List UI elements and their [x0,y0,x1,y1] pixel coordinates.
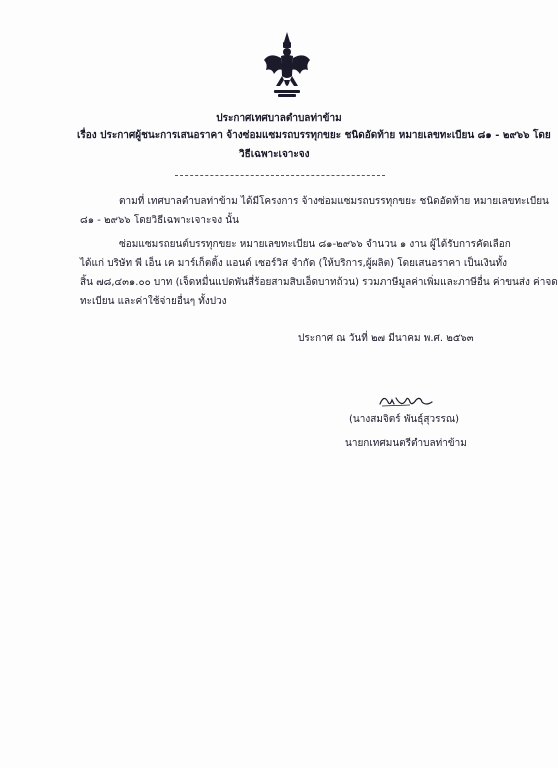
paragraph-2-line-4: ทะเบียน และค่าใช้จ่ายอื่นๆ ทั้งปวง [80,296,227,307]
subject-line-1: เรื่อง ประกาศผู้ชนะการเสนอราคา จ้างซ่อมแซมรถบรรทุกขยะ ชนิดอัดท้าย หมายเลขทะเบียน ๘๑ - ๒๙๖๖ โดย [77,130,551,141]
subject-line-2: วิธีเฉพาะเจาะจง [239,149,310,160]
handwritten-signature-icon [376,390,436,412]
separator-line [175,175,385,176]
paragraph-2-line-2: ได้แก่ บริษัท พี เอ็น เค มาร์เก็ตติ้ง แอนด์ เซอร์วิส จำกัด (ให้บริการ,ผู้ผลิต) โดยเสนอราคา เป็นเงินทั้ง [80,258,508,269]
signatory-position: นายกเทศมนตรีตำบลท่าข้าม [345,438,467,449]
announcement-date: ประกาศ ณ วันที่ ๒๗ มีนาคม พ.ศ. ๒๕๖๓ [298,333,474,344]
garuda-emblem-icon [262,30,312,100]
signatory-name: (นางสมจิตร์ พันธุ์สุวรรณ) [349,414,460,425]
paragraph-2-line-3: สิ้น ๗๘,๔๓๑.๐๐ บาท (เจ็ดหมื่นแปดพันสี่ร้อยสามสิบเอ็ดบาทถ้วน) รวมภาษีมูลค่าเพิ่มและภาษีอื่น ค่าขนส่ง ค่าจด [80,277,558,288]
paragraph-1-line-2: ๘๑ - ๒๙๖๖ โดยวิธีเฉพาะเจาะจง นั้น [80,215,239,226]
paragraph-2-line-1: ซ่อมแซมรถยนต์บรรทุกขยะ หมายเลขทะเบียน ๘๑-๒๙๖๖ จำนวน ๑ งาน ผู้ได้รับการคัดเลือก [119,239,511,250]
paragraph-1-line-1: ตามที่ เทศบาลตำบลท่าข้าม ได้มีโครงการ จ้างซ่อมแซมรถบรรทุกขยะ ชนิดอัดท้าย หมายเลขทะเบียน [119,196,549,207]
document-title: ประกาศเทศบาลตำบลท่าข้าม [216,113,342,124]
